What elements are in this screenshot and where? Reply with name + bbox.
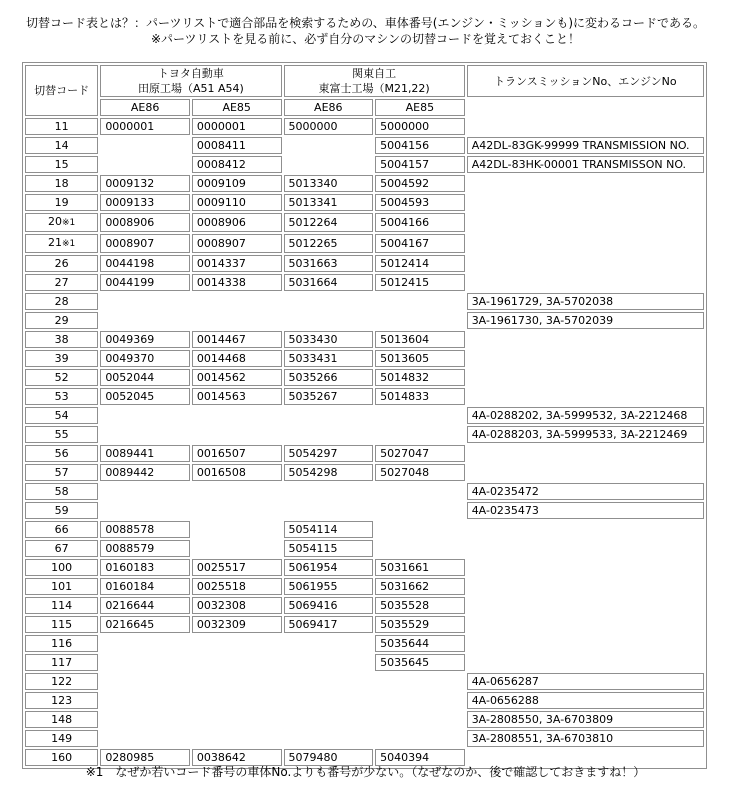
switch-code-cell [25,194,98,211]
kanto-ae86-cell: 5012264 [284,213,374,232]
toyota-ae86-cell: 0052044 [100,369,190,386]
transmission-no-cell: 3A-2808550, 3A-6703809 [467,711,704,728]
switch-code-cell [25,635,98,652]
table-row [25,483,704,500]
empty-cell [467,559,704,576]
empty-cell [192,293,282,310]
empty-cell [375,711,465,728]
kanto-ae85-cell: 5031661 [375,559,465,576]
empty-cell [375,407,465,424]
switch-code-value: 28 [54,295,69,308]
empty-cell [192,521,282,538]
table-row [25,502,704,519]
empty-cell [192,654,282,671]
empty-cell [100,293,190,310]
switch-code-cell [25,137,98,154]
switch-code-cell [25,483,98,500]
empty-cell [100,312,190,329]
empty-cell [284,673,374,690]
kanto-ae86-cell: 5054114 [284,521,374,538]
table-row [25,654,704,671]
switch-code-value: 58 [54,485,69,498]
empty-cell [192,711,282,728]
switch-code-value: 114 [51,599,73,612]
kanto-ae86-cell: 5054115 [284,540,374,557]
toyota-ae86-cell: 0160183 [100,559,190,576]
empty-cell [284,692,374,709]
toyota-ae85-cell: 0016507 [192,445,282,462]
kanto-ae85-cell: 5000000 [375,118,465,135]
kanto-ae85-cell: 5040394 [375,749,465,766]
kanto-ae85-cell: 5035529 [375,616,465,633]
switch-code-cell [25,464,98,481]
kanto-ae86-cell: 5013340 [284,175,374,192]
switch-code-value: 59 [54,504,69,517]
switch-code-cell [25,293,98,310]
empty-cell [100,635,190,652]
table-row [25,175,704,192]
switch-code-cell [25,673,98,690]
empty-cell [100,654,190,671]
switch-code-value: 149 [51,732,73,745]
empty-cell [375,673,465,690]
switch-code-table [22,62,707,769]
empty-cell [284,407,374,424]
empty-cell [467,521,704,538]
toyota-ae86-cell: 0216645 [100,616,190,633]
empty-cell [192,635,282,652]
transmission-no-cell: 4A-0288202, 3A-5999532, 3A-2212468 [467,407,704,424]
table-row [25,234,704,253]
kanto-ae86-cell: 5035266 [284,369,374,386]
empty-cell [192,692,282,709]
kanto-ae85-cell: 5004157 [375,156,465,173]
switch-code-value: 54 [54,409,69,422]
switch-code-cell [25,502,98,519]
header-kanto [284,65,465,97]
switch-code-cell [25,559,98,576]
toyota-ae86-cell: 0089441 [100,445,190,462]
toyota-ae86-cell: 0044198 [100,255,190,272]
switch-code-value: 27 [54,276,69,289]
kanto-ae85-cell: 5035528 [375,597,465,614]
transmission-no-cell: 3A-1961729, 3A-5702038 [467,293,704,310]
table-row [25,578,704,595]
table-row [25,274,704,291]
toyota-ae85-cell: 0014562 [192,369,282,386]
toyota-ae86-cell: 0160184 [100,578,190,595]
toyota-ae86-cell: 0044199 [100,274,190,291]
switch-code-cell [25,445,98,462]
kanto-ae85-cell: 5035645 [375,654,465,671]
footnote-mark: ※1 [62,218,76,228]
empty-cell [192,730,282,747]
switch-code-cell [25,388,98,405]
table-row [25,388,704,405]
empty-cell [284,654,374,671]
kanto-ae86-cell: 5054298 [284,464,374,481]
toyota-ae85-cell: 0008412 [192,156,282,173]
empty-cell [100,730,190,747]
toyota-ae85-cell: 0016508 [192,464,282,481]
footnote-mark: ※1 [62,239,76,249]
header-kanto-line2: 東富士工場（M21,22) [318,82,430,95]
kanto-ae86-cell: 5061955 [284,578,374,595]
header-toyota-line1: トヨタ自動車 [157,67,224,80]
switch-code-value: 122 [51,675,73,688]
kanto-ae85-cell: 5027047 [375,445,465,462]
switch-code-cell [25,540,98,557]
empty-cell [467,175,704,192]
switch-code-cell [25,274,98,291]
switch-code-value: 115 [51,618,73,631]
empty-cell [467,597,704,614]
kanto-ae85-cell: 5004592 [375,175,465,192]
kanto-ae85-cell: 5013605 [375,350,465,367]
switch-code-value: 160 [51,751,73,764]
subheader-kanto-ae86: AE86 [284,99,374,116]
switch-code-value: 100 [51,561,73,574]
switch-code-cell [25,407,98,424]
subheader-kanto-ae85: AE85 [375,99,465,116]
switch-code-value: 116 [51,637,73,650]
transmission-no-cell: 4A-0656288 [467,692,704,709]
empty-cell [192,502,282,519]
switch-code-cell [25,175,98,192]
empty-cell [284,426,374,443]
intro-line-1: 切替コード表とは？：パーツリストで適合部品を検索するための、車体番号(エンジン・ミッションも)に変わるコードである。 [25,16,706,30]
toyota-ae85-cell: 0014468 [192,350,282,367]
table-row [25,730,704,747]
header-kanto-line1: 関東自工 [352,67,397,80]
kanto-ae85-cell: 5035644 [375,635,465,652]
toyota-ae86-cell: 0088578 [100,521,190,538]
empty-cell [375,483,465,500]
empty-cell [284,156,374,173]
transmission-no-cell: 4A-0288203, 3A-5999533, 3A-2212469 [467,426,704,443]
switch-code-value: 38 [54,333,69,346]
empty-cell [192,426,282,443]
empty-cell [192,483,282,500]
table-row [25,521,704,538]
table-row [25,369,704,386]
empty-cell [467,578,704,595]
empty-cell [467,388,704,405]
empty-cell [100,673,190,690]
table-row [25,194,704,211]
toyota-ae85-cell: 0025518 [192,578,282,595]
empty-cell [467,194,704,211]
empty-cell [192,540,282,557]
header-toyota-line2: 田原工場（A51 A54) [137,82,244,95]
toyota-ae85-cell: 0038642 [192,749,282,766]
switch-code-value: 19 [54,196,69,209]
transmission-no-cell: 3A-1961730, 3A-5702039 [467,312,704,329]
switch-code-value: 18 [54,177,69,190]
kanto-ae86-cell: 5035267 [284,388,374,405]
empty-cell [284,312,374,329]
empty-cell [467,350,704,367]
table-row [25,426,704,443]
empty-cell [467,616,704,633]
switch-code-cell [25,521,98,538]
toyota-ae86-cell: 0052045 [100,388,190,405]
switch-code-value: 53 [54,390,69,403]
empty-cell [100,426,190,443]
empty-cell [375,521,465,538]
table-row [25,118,704,135]
kanto-ae86-cell: 5079480 [284,749,374,766]
switch-code-value: 101 [51,580,73,593]
toyota-ae85-cell: 0014337 [192,255,282,272]
empty-cell [100,156,190,173]
table-row [25,616,704,633]
table-row [25,464,704,481]
toyota-ae86-cell: 0049370 [100,350,190,367]
transmission-no-cell: 4A-0656287 [467,673,704,690]
switch-code-value: 57 [54,466,69,479]
switch-code-cell [25,578,98,595]
kanto-ae86-cell: 5033431 [284,350,374,367]
empty-cell [284,137,374,154]
kanto-ae85-cell: 5027048 [375,464,465,481]
switch-code-cell [25,730,98,747]
switch-code-value: 20 [48,215,63,228]
toyota-ae85-cell: 0032309 [192,616,282,633]
toyota-ae86-cell: 0009132 [100,175,190,192]
kanto-ae86-cell: 5033430 [284,331,374,348]
empty-cell [192,673,282,690]
transmission-no-cell: A42DL-83HK-00001 TRANSMISSON NO. [467,156,704,173]
transmission-no-cell: 4A-0235472 [467,483,704,500]
empty-cell [467,234,704,253]
kanto-ae85-cell: 5031662 [375,578,465,595]
empty-cell [467,464,704,481]
header-switch-code: 切替コード [25,65,98,116]
table-row [25,255,704,272]
header-toyota [100,65,281,97]
toyota-ae86-cell: 0008907 [100,234,190,253]
empty-cell [100,137,190,154]
switch-code-cell [25,312,98,329]
empty-cell [192,312,282,329]
table-row [25,559,704,576]
kanto-ae86-cell: 5069416 [284,597,374,614]
empty-cell [467,331,704,348]
kanto-ae85-cell: 5013604 [375,331,465,348]
toyota-ae85-cell: 0009110 [192,194,282,211]
subheader-blank [467,99,704,116]
empty-cell [375,293,465,310]
table-body [25,118,704,766]
empty-cell [467,635,704,652]
table-row [25,213,704,232]
kanto-ae86-cell: 5000000 [284,118,374,135]
empty-cell [284,483,374,500]
empty-cell [467,369,704,386]
switch-code-cell [25,369,98,386]
switch-code-cell [25,597,98,614]
toyota-ae86-cell: 0089442 [100,464,190,481]
switch-code-cell [25,255,98,272]
kanto-ae86-cell: 5031663 [284,255,374,272]
table-row [25,350,704,367]
footnote: ※1 なぜか若いコード番号の車体No.よりも番号が少ない。（なぜなのか、後で確認しておきますね！） [85,765,646,779]
kanto-ae86-cell: 5012265 [284,234,374,253]
empty-cell [192,407,282,424]
empty-cell [284,635,374,652]
toyota-ae86-cell: 0049369 [100,331,190,348]
toyota-ae85-cell: 0032308 [192,597,282,614]
kanto-ae85-cell: 5004167 [375,234,465,253]
switch-code-value: 55 [54,428,69,441]
kanto-ae85-cell: 5012415 [375,274,465,291]
switch-code-value: 26 [54,257,69,270]
empty-cell [467,540,704,557]
table-row [25,711,704,728]
empty-cell [467,274,704,291]
switch-code-cell [25,156,98,173]
empty-cell [100,502,190,519]
kanto-ae85-cell: 5004593 [375,194,465,211]
empty-cell [467,118,704,135]
switch-code-value: 39 [54,352,69,365]
kanto-ae86-cell: 5069417 [284,616,374,633]
switch-code-cell [25,118,98,135]
switch-code-value: 66 [54,523,69,536]
empty-cell [375,540,465,557]
empty-cell [467,213,704,232]
table-row [25,540,704,557]
empty-cell [284,293,374,310]
toyota-ae85-cell: 0025517 [192,559,282,576]
switch-code-cell [25,426,98,443]
toyota-ae85-cell: 0014563 [192,388,282,405]
table-row [25,597,704,614]
switch-code-cell [25,654,98,671]
switch-code-value: 148 [51,713,73,726]
table-row [25,137,704,154]
table-row [25,312,704,329]
switch-code-cell [25,616,98,633]
kanto-ae85-cell: 5014833 [375,388,465,405]
table-row [25,331,704,348]
empty-cell [467,445,704,462]
transmission-no-cell: 4A-0235473 [467,502,704,519]
table-row [25,407,704,424]
empty-cell [100,692,190,709]
switch-code-value: 117 [51,656,73,669]
toyota-ae86-cell: 0000001 [100,118,190,135]
toyota-ae86-cell: 0008906 [100,213,190,232]
toyota-ae85-cell: 0008907 [192,234,282,253]
transmission-no-cell: A42DL-83GK-99999 TRANSMISSION NO. [467,137,704,154]
subheader-toyota-ae85: AE85 [192,99,282,116]
switch-code-value: 15 [54,158,69,171]
empty-cell [467,654,704,671]
empty-cell [375,502,465,519]
kanto-ae86-cell: 5031664 [284,274,374,291]
empty-cell [467,255,704,272]
switch-code-cell [25,213,98,232]
kanto-ae86-cell: 5061954 [284,559,374,576]
switch-code-value: 52 [54,371,69,384]
subheader-toyota-ae86: AE86 [100,99,190,116]
toyota-ae86-cell: 0216644 [100,597,190,614]
table-row [25,156,704,173]
toyota-ae85-cell: 0000001 [192,118,282,135]
empty-cell [284,502,374,519]
table-row [25,635,704,652]
switch-code-cell [25,692,98,709]
toyota-ae86-cell: 0280985 [100,749,190,766]
toyota-ae86-cell: 0088579 [100,540,190,557]
kanto-ae85-cell: 5012414 [375,255,465,272]
table-row [25,445,704,462]
switch-code-cell [25,331,98,348]
table-row [25,293,704,310]
switch-code-value: 123 [51,694,73,707]
kanto-ae86-cell: 5013341 [284,194,374,211]
kanto-ae85-cell: 5004166 [375,213,465,232]
kanto-ae85-cell: 5014832 [375,369,465,386]
empty-cell [375,426,465,443]
empty-cell [100,407,190,424]
intro-line-2: ※パーツリストを見る前に、必ず自分のマシンの切替コードを覚えておくこと！ [150,32,581,46]
toyota-ae85-cell: 0008411 [192,137,282,154]
toyota-ae86-cell: 0009133 [100,194,190,211]
switch-code-cell [25,350,98,367]
switch-code-value: 11 [54,120,69,133]
switch-code-value: 56 [54,447,69,460]
switch-code-cell [25,711,98,728]
toyota-ae85-cell: 0014467 [192,331,282,348]
toyota-ae85-cell: 0014338 [192,274,282,291]
switch-code-cell [25,234,98,253]
kanto-ae85-cell: 5004156 [375,137,465,154]
toyota-ae85-cell: 0008906 [192,213,282,232]
toyota-ae85-cell: 0009109 [192,175,282,192]
switch-code-value: 67 [54,542,69,555]
header-transmission-engine-no: トランスミッションNo、エンジンNo [467,65,704,97]
empty-cell [100,483,190,500]
empty-cell [375,730,465,747]
table-row [25,673,704,690]
table-row [25,692,704,709]
empty-cell [100,711,190,728]
kanto-ae86-cell: 5054297 [284,445,374,462]
switch-code-value: 21 [48,236,63,249]
empty-cell [375,312,465,329]
empty-cell [375,692,465,709]
transmission-no-cell: 3A-2808551, 3A-6703810 [467,730,704,747]
empty-cell [284,711,374,728]
switch-code-value: 29 [54,314,69,327]
switch-code-value: 14 [54,139,69,152]
empty-cell [284,730,374,747]
